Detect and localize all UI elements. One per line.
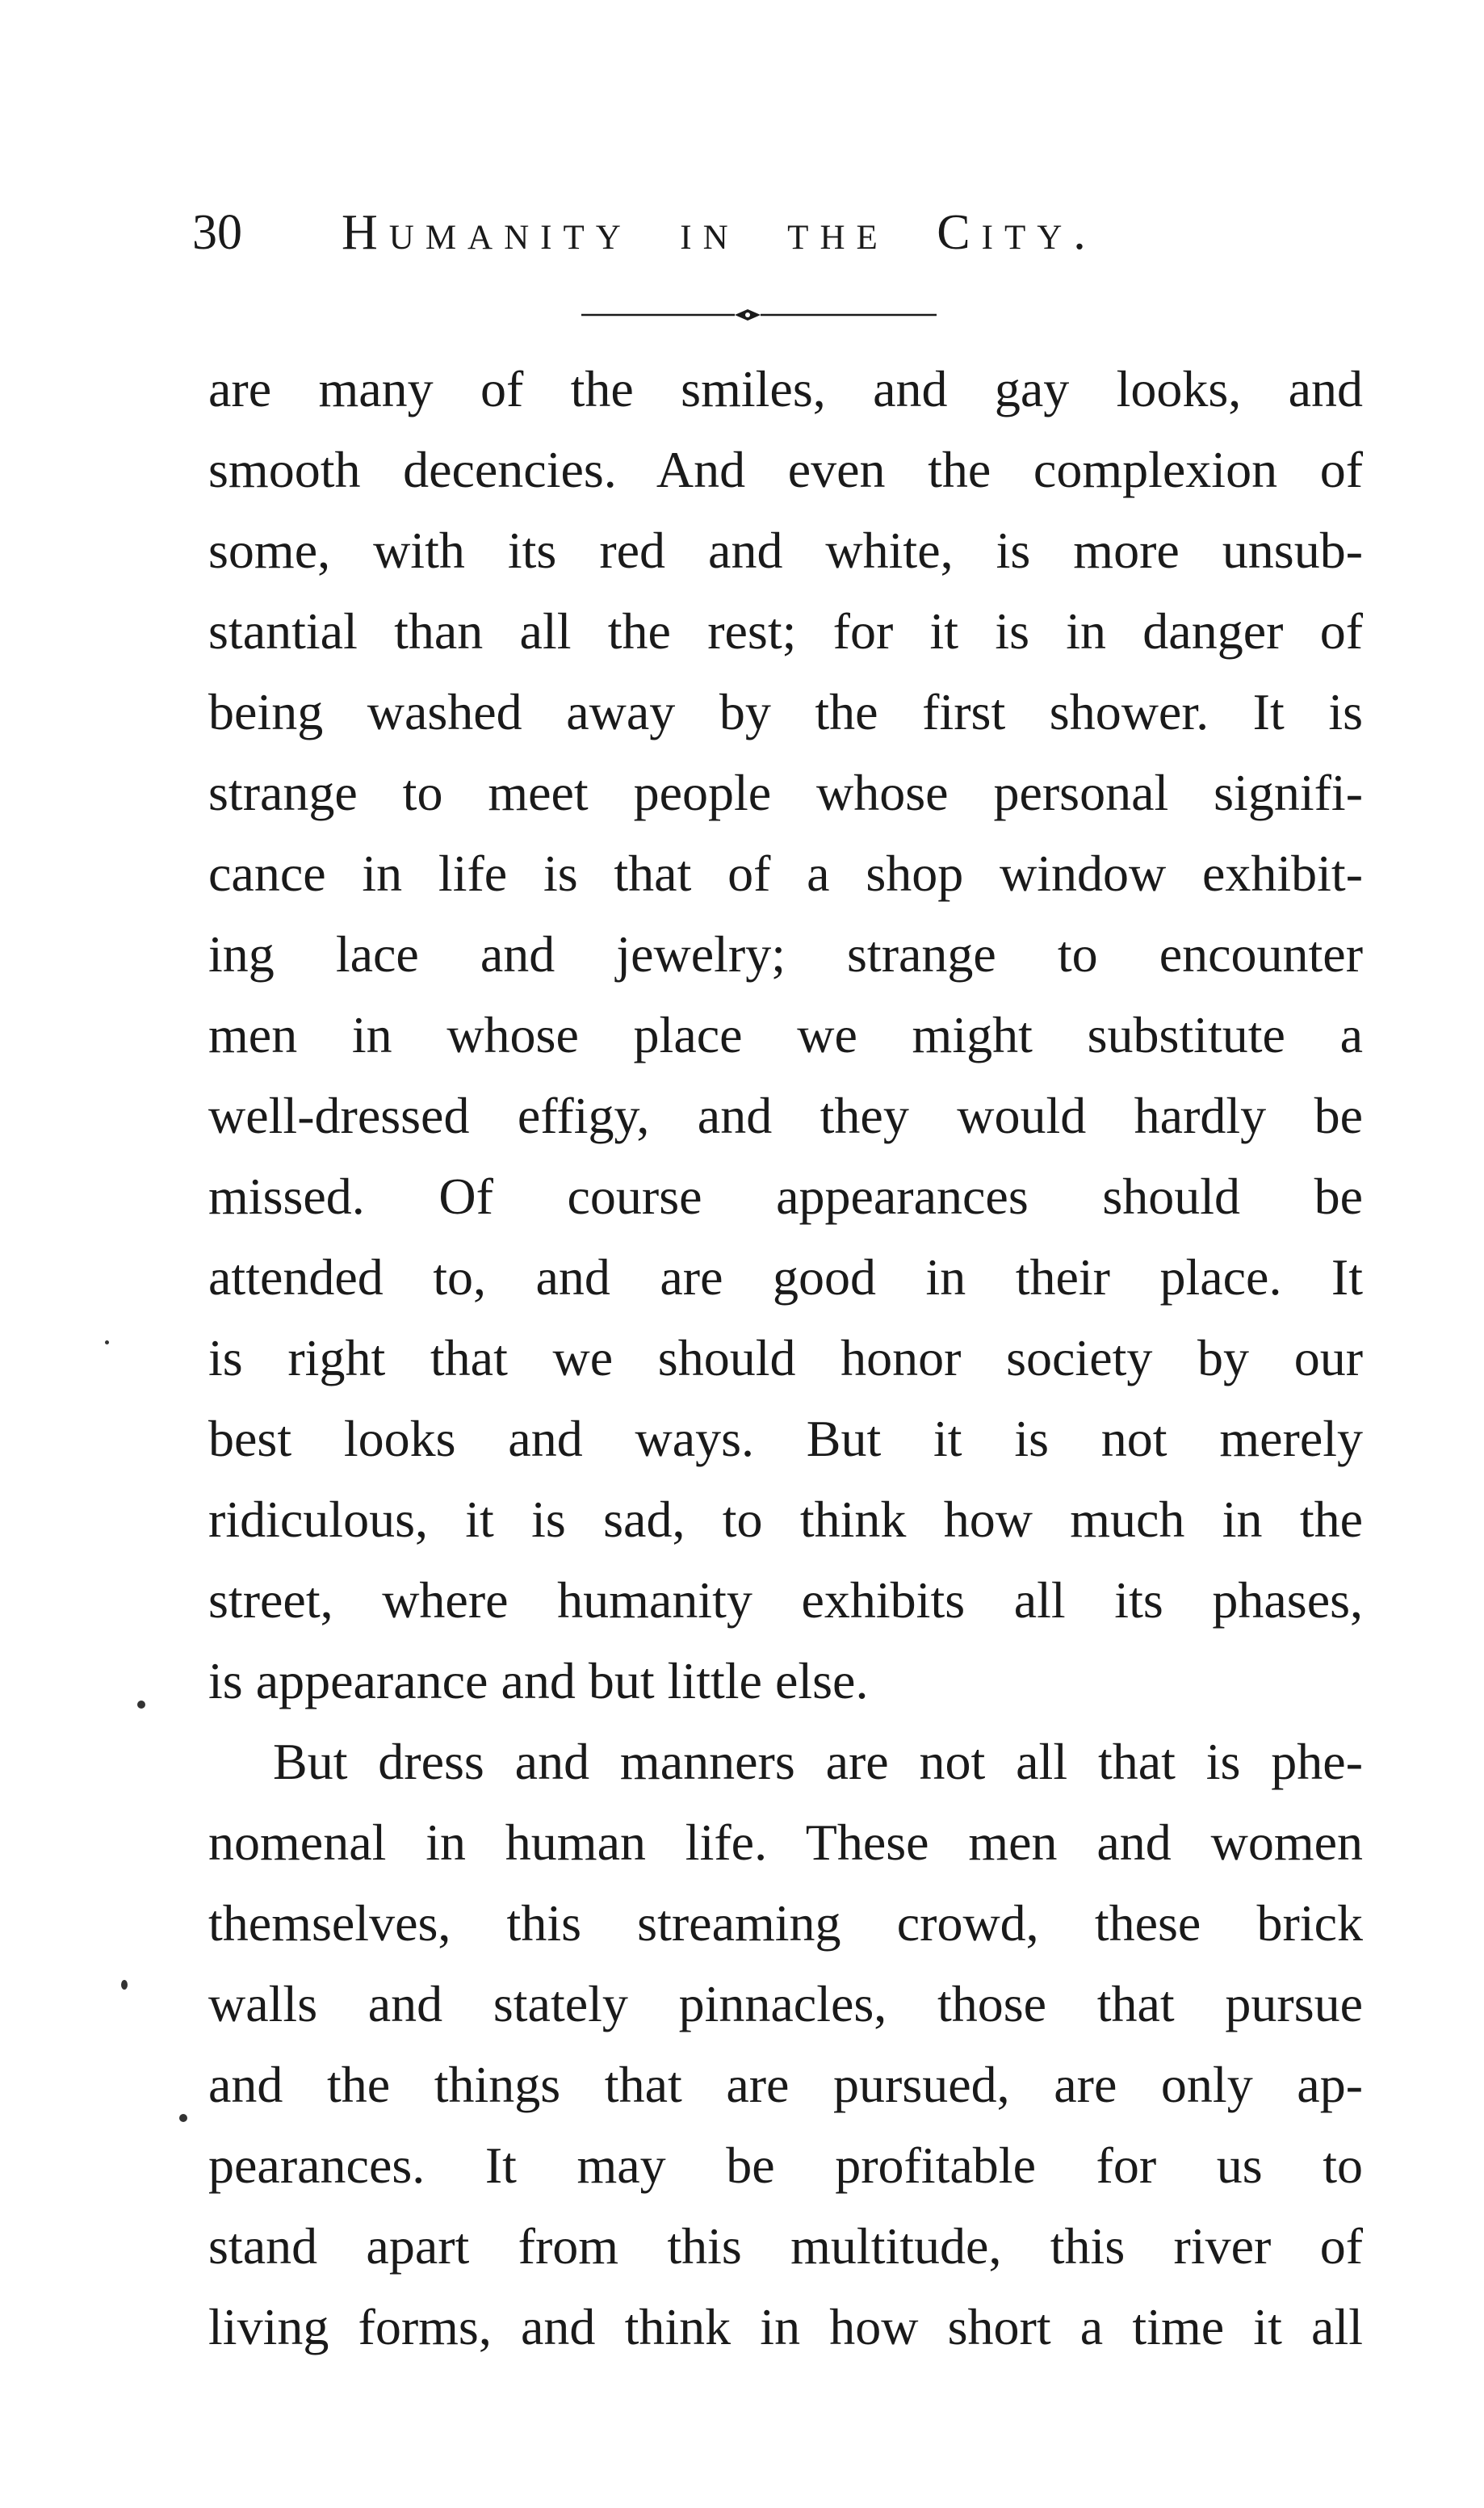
text-line: ridiculous, it is sad, to think how much in the <box>208 1491 1363 1548</box>
text-line: But dress and manners are not all that is phe- <box>273 1733 1363 1790</box>
text-line: nomenal in human life. These men and women <box>208 1814 1363 1871</box>
paragraph <box>208 349 1363 1722</box>
text-line: well-dressed effigy, and they would hardly be <box>208 1087 1363 1144</box>
text-line: best looks and ways. But it is not merely <box>208 1410 1363 1467</box>
margin-speck <box>121 1980 128 1990</box>
text-line: is right that we should honor society by our <box>208 1329 1363 1386</box>
text-line: smooth decencies. And even the complexion of <box>208 441 1363 498</box>
text-line: missed. Of course appearances should be <box>208 1168 1363 1225</box>
text-line: stantial than all the rest; for it is in danger of <box>208 602 1363 660</box>
text-line: walls and stately pinnacles, those that pursue <box>208 1975 1363 2032</box>
margin-speck <box>137 1701 145 1709</box>
body-text <box>208 349 1363 2368</box>
page-number: 30 <box>192 205 242 260</box>
margin-speck <box>105 1340 109 1344</box>
text-line: living forms, and think in how short a time it all <box>208 2298 1363 2355</box>
header-ornament <box>581 307 937 323</box>
text-line: themselves, this streaming crowd, these brick <box>208 1894 1363 1952</box>
text-line: attended to, and are good in their place. It <box>208 1248 1363 1306</box>
text-line: is appearance and but little else. <box>208 1652 869 1709</box>
text-line: pearances. It may be profitable for us to <box>208 2137 1363 2194</box>
text-line: strange to meet people whose personal signifi- <box>208 764 1363 821</box>
running-title: Humanity in the City. <box>342 205 1097 260</box>
margin-speck <box>179 2114 187 2122</box>
text-line: men in whose place we might substitute a <box>208 1006 1363 1063</box>
text-line: cance in life is that of a shop window exhibit- <box>208 845 1363 902</box>
page-header <box>192 200 1250 265</box>
text-line: and the things that are pursued, are only ap- <box>208 2056 1363 2113</box>
text-line: being washed away by the first shower. It is <box>208 683 1363 740</box>
text-line: are many of the smiles, and gay looks, and <box>208 360 1363 417</box>
paragraph <box>208 1722 1363 2368</box>
text-line: ing lace and jewelry; strange to encounter <box>208 925 1363 983</box>
text-line: street, where humanity exhibits all its phases, <box>208 1571 1363 1629</box>
text-line: stand apart from this multitude, this river of <box>208 2217 1363 2275</box>
text-line: some, with its red and white, is more unsub- <box>208 522 1363 579</box>
